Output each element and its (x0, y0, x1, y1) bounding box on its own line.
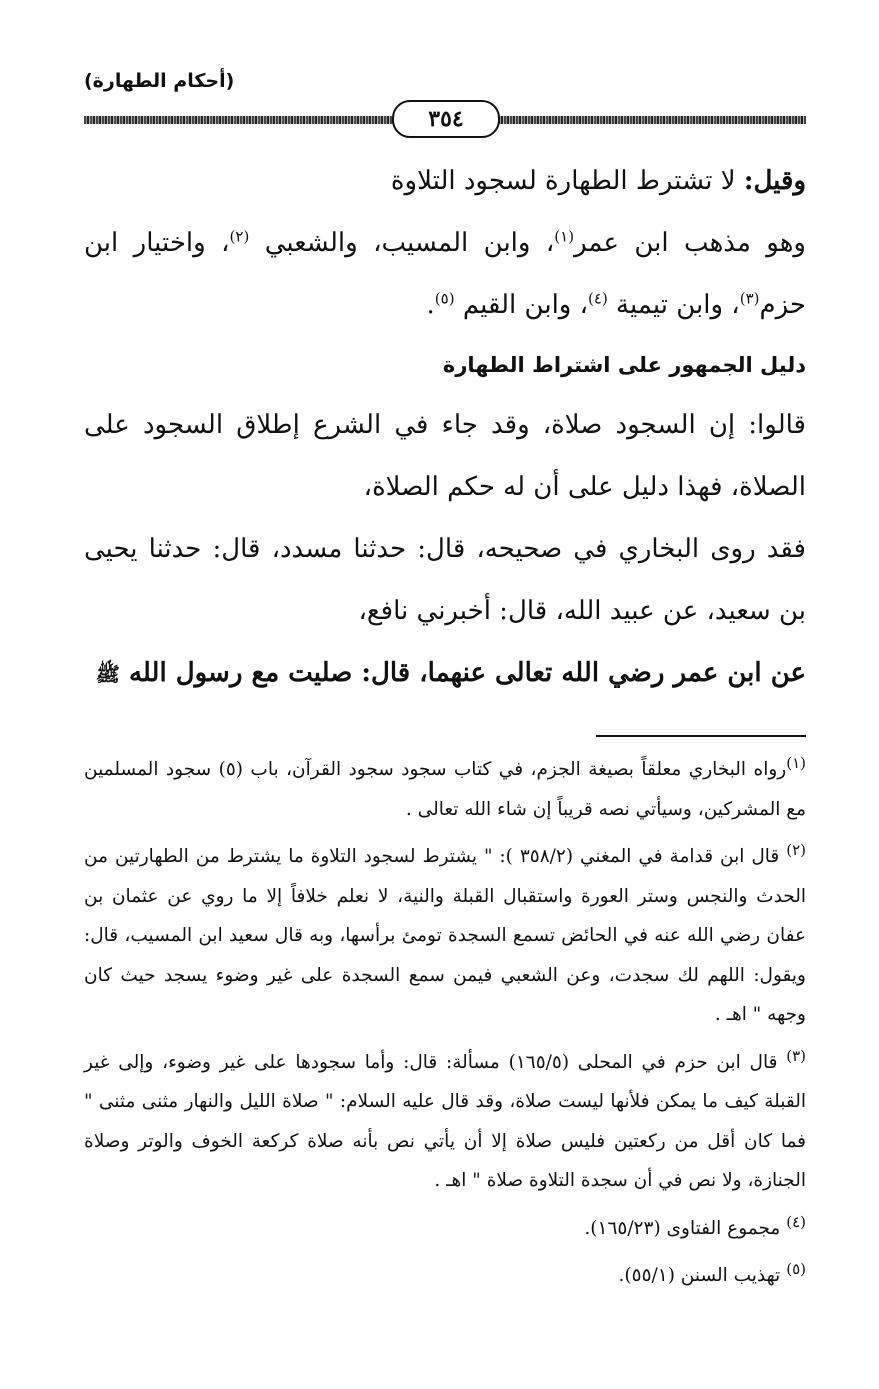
footnote-text: تهذيب السنن (٥٥/١). (618, 1265, 781, 1286)
footnote-number: (٥) (786, 1259, 806, 1278)
paragraph-argument: قالوا: إن السجود صلاة، وقد جاء في الشرع إطلاق السجود على الصلاة، فهذا دليل على أن له حكم الصلاة، (84, 410, 806, 502)
running-header-title: (أحكام الطهارة) (84, 70, 235, 92)
hadith-text: عن ابن عمر رضي الله تعالى عنهما، قال: صليت مع رسول الله (128, 658, 806, 688)
footnote-5 (84, 1256, 806, 1296)
text-run: ، واختيار ابن حزم (84, 228, 806, 320)
paragraph-text: لا تشترط الطهارة لسجود التلاوة (390, 166, 744, 196)
footnote-number: (٣) (786, 1046, 806, 1065)
footnote-text: مجموع الفتاوى (١٦٥/٢٣). (584, 1217, 781, 1239)
text-run: وهو مذهب ابن عمر (574, 228, 806, 258)
footnote-ref[interactable]: (٥) (434, 289, 455, 308)
footnote-ref[interactable]: (٤) (588, 289, 608, 308)
footnote-ref[interactable]: (٣) (739, 289, 760, 308)
footnote-divider (596, 735, 806, 737)
section-heading: دليل الجمهور على اشتراط الطهارة (442, 353, 806, 377)
text-run: ، وابن تيمية (607, 290, 740, 320)
footnote-text: رواه البخاري معلقاً بصيغة الجزم، في كتاب سجود سجود القرآن، باب (٥) سجود المسلمين مع المشركين، وسيأتي نصه قريباً إن شاء الله تعالى . (84, 759, 806, 820)
footnotes (84, 750, 806, 1304)
footnote-3 (84, 1043, 806, 1201)
footnote-2 (84, 837, 806, 1035)
footnote-4 (84, 1209, 806, 1249)
main-text (84, 150, 806, 705)
paragraph-opinion (84, 150, 806, 212)
footnote-number: (١) (786, 753, 806, 772)
text-run: ، وابن القيم (454, 290, 589, 320)
text-run: ، وابن المسيب، والشعبي (249, 228, 555, 258)
text-run: . (426, 290, 435, 320)
page-number: ٣٥٤ (392, 100, 500, 138)
footnote-text: قال ابن قدامة في المغني (٣٥٨/٢ ): " يشترط لسجود التلاوة ما يشترط من الطهارتين من الحدث والنجس وستر العورة واستقبال القبلة والنية، لا نعلم خلافاً إلا ما روي عن عثمان بن عفان رضي الله عنه في الحائض تسمع السجدة تومئ برأسها، وبه قال سعيد ابن المسيب، قال: ويقول: اللهم لك سجدت، وعن الشعبي فيمن سمع السجدة على غير وضوء يسجد حيث كان وجهه " اهـ . (84, 846, 806, 1025)
paragraph-lead: وقيل: (743, 166, 806, 196)
salutation-glyph: ﷺ (95, 662, 120, 686)
footnote-ref[interactable]: (١) (554, 227, 575, 246)
paragraph-scholars (84, 212, 806, 336)
paragraph-isnad: فقد روى البخاري في صحيحه، قال: حدثنا مسدد، قال: حدثنا يحيى بن سعيد، عن عبيد الله، قال: أخبرني نافع، (84, 534, 806, 626)
footnote-number: (٤) (786, 1212, 806, 1231)
footnote-1 (84, 750, 806, 829)
footnote-number: (٢) (786, 840, 806, 859)
footnote-text: قال ابن حزم في المحلى (١٦٥/٥) مسألة: قال: وأما سجودها على غير وضوء، وإلى غير القبلة كيف ما يمكن فلأنها ليست صلاة، وقد قال عليه السلام: " صلاة الليل والنهار مثنى مثنى " فما كان أقل من ركعتين فليس صلاة إلا أن يأتي نص بأنه صلاة كركعة الخوف والوتر وصلاة الجنازة، ولا نص في أن سجدة التلاوة صلاة " اهـ . (84, 1051, 806, 1191)
paragraph-hadith (84, 642, 806, 705)
footnote-ref[interactable]: (٢) (229, 227, 250, 246)
